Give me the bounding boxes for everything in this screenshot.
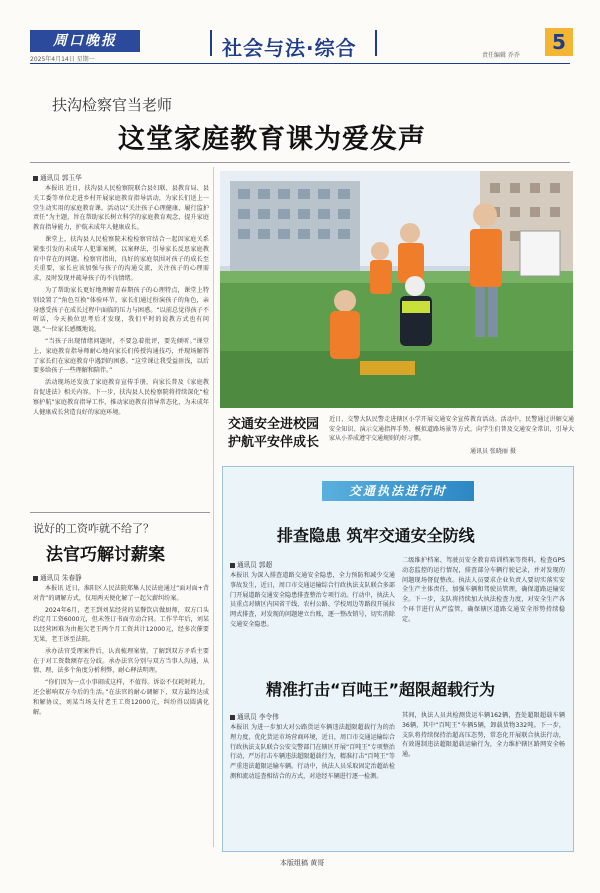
traffic-story1-headline: 排查隐患 筑牢交通安全防线 — [277, 526, 475, 545]
masthead-rule — [30, 63, 570, 64]
salary-paragraph: 承办法官受理案件后，认真梳理案情，了解到双方矛盾主要在于对工资数额存在分歧。承办法官分别与双方当事人沟通，从情、理、法多个角度分析利弊，耐心释法明理。 — [33, 647, 209, 675]
page-footer-credit: 本版组稿 黄哥 — [280, 859, 325, 867]
lead-paragraph: 课堂上，扶沟县人民检察院未检检察官结合一起因家庭关系紧张引发的未成年人犯罪案例，以案释法，引导家长反思家庭教育中存在的问题。检察官指出，良好的家庭氛围对孩子的成长至关重要，家长应该加强与孩子的沟通交流，关注孩子的心理需求，及时发现并疏导孩子的不良情绪。 — [33, 235, 209, 283]
traffic-story1-byline: 通讯员 郭超 — [230, 559, 272, 569]
salary-byline: 通讯员 朱春静 — [33, 572, 82, 582]
photo-caption-text: 近日，交警大队民警走进辖区小学开展交通安全宣传教育活动。活动中，民警通过讲解交通安全知识、演示交通指挥手势、模拟道路场景等方式，向学生们普及交通安全常识，引导大家从小养成遵守交通规则的好习惯。 — [329, 416, 574, 442]
lead-byline: 通讯员 郭玉华 — [33, 172, 82, 182]
section-title: 社会与法·综合 — [222, 36, 357, 60]
traffic-story2-byline: 通讯员 李令伟 — [230, 711, 279, 721]
lead-kicker: 扶沟检察官当老师 — [52, 96, 173, 114]
photo-illustration — [220, 171, 573, 408]
traffic-story2-col2: 其间，执法人员共检测货运车辆162辆，查处超限超载车辆36辆，其中“百吨王”车辆5辆，卸载货物332吨。下一步，支队将持续保持治超高压态势，常态化开展联合执法行动，有效遏制违法超限超载运输行为，全力维护辖区路网安全畅通。 — [402, 712, 565, 759]
masthead — [0, 0, 600, 62]
news-photo — [220, 171, 573, 408]
lead-body — [33, 184, 209, 506]
lead-paragraph: 本报讯 近日，扶沟县人民检察院联合县妇联、县教育局、县关工委等单位走进乡村开展家庭教育指导活动，为家长们送上一堂生动实用的家庭教育课。活动以“关注孩子心理健康，履行监护责任”为主题，旨在帮助家长树立科学的家庭教育观念，提升家庭教育指导能力，护航未成年人健康成长。 — [33, 185, 209, 232]
salary-paragraph: 本报讯 近日，淮阳区人民法院郑集人民法庭通过“面对面+背对背”的调解方式，仅用两天便化解了一起欠薪纠纷案。 — [33, 585, 209, 602]
photo-caption-title: 交通安全进校园 护航平安伴成长 — [228, 417, 320, 450]
editor-credit: 责任编辑 乔乔 — [482, 52, 520, 59]
lead-paragraph: 为了帮助家长更好地理解青春期孩子的心理特点，课堂上特别设置了“角色互换”体验环节，家长们通过扮演孩子的角色，亲身感受孩子在成长过程中面临的压力与困惑。“以前总觉得孩子不听话，今天换位思考后才发现，我们平时的说教方式也有问题。”一位家长感慨地说。 — [33, 286, 209, 334]
lead-headline: 这堂家庭教育课为爱发声 — [118, 124, 426, 155]
salary-headline: 法官巧解讨薪案 — [46, 545, 165, 565]
column-divider — [213, 167, 214, 847]
salary-paragraph: 2024年6月，老王到刘某经营的某餐饮店做厨师，双方口头约定月工资6000元，但未签订书面劳动合同。工作半年后，刘某以经营困难为由拖欠老王两个月工资共计12000元，经多次催要无果，老王诉至法院。 — [33, 606, 209, 643]
lead-paragraph: “当孩子出现情绪问题时，不要急着批评，要先倾听。”课堂上，家庭教育指导师耐心地向家长们传授沟通技巧，并现场解答了家长们在家庭教育中遇到的困惑。“这堂课让我受益匪浅，以后要多给孩子一些理解和陪伴。” — [33, 337, 209, 375]
paper-logo: 周口晚报 — [30, 30, 140, 52]
traffic-story2-headline: 精准打击“百吨王”超限超载行为 — [266, 680, 496, 699]
salary-body — [33, 584, 209, 846]
page-number: 5 — [545, 28, 573, 56]
traffic-story2-col1: 本报讯 为进一步加大对公路货运车辆违法超限超载行为的治理力度，优化货运市场营商环境，近日，周口市交通运输综合行政执法支队联合公安交警部门在辖区开展“百吨王”专项整治行动，严厉打击车辆违法超限超载行为，精准打击“百吨王”等严重违法超限运输车辆。行动中，执法人员采取固定治超站检测和流动巡查相结合的方式，对途经车辆进行逐一检测。 — [230, 724, 395, 780]
salary-paragraph: “你们因为一点小事闹成这样，不值得。诉讼不仅耗时耗力，还会影响双方今后的生活。”在法官的耐心调解下，双方最终达成和解协议，刘某当场支付老王工资12000元，纠纷得以圆满化解。 — [33, 679, 209, 716]
photo-credit: 通讯员 张晓丽 摄 — [470, 448, 516, 455]
traffic-section-banner: 交通执法进行时 — [322, 481, 474, 501]
salary-kicker: 说好的工资咋就不给了？ — [33, 522, 154, 535]
salary-rule — [30, 512, 210, 513]
headline-rule — [30, 162, 570, 163]
section-divider-left — [210, 30, 212, 56]
traffic-story1-col1: 本报讯 为深入排查道路交通安全隐患，全力预防和减少交通事故发生，近日，周口市交通运输综合行政执法支队联合多部门开展道路交通安全隐患排查整治专项行动。行动中，执法人员重点对辖区内国省干线、农村公路、学校周边等路段开展拉网式排查，对发现的问题建立台账，逐一整改销号，切实消除交通安全隐患。 — [230, 572, 395, 628]
date-line: 2025年4月14日 星期一 — [30, 56, 95, 63]
traffic-story1-col2: 二级维护档案、驾驶员安全教育培训档案等资料，检查GPS动态监控的运行情况，排查部分车辆行驶记录，并对发现的问题现场督促整改。执法人员要求企业负责人要切实落实安全生产主体责任，加强车辆和驾驶员管理，确保道路运输安全。下一步，支队将持续加大执法检查力度，对安全生产各个环节进行从严监管，确保辖区道路交通安全形势持续稳定。 — [402, 557, 565, 623]
lead-paragraph: 活动现场还发放了家庭教育宣传手册，向家长普及《家庭教育促进法》相关内容。下一步，扶沟县人民检察院将持续深化“检察护航”家庭教育指导工作，推动家庭教育指导常态化，为未成年人健康成长营造良好的家庭环境。 — [33, 379, 209, 416]
section-divider-right — [375, 30, 377, 56]
